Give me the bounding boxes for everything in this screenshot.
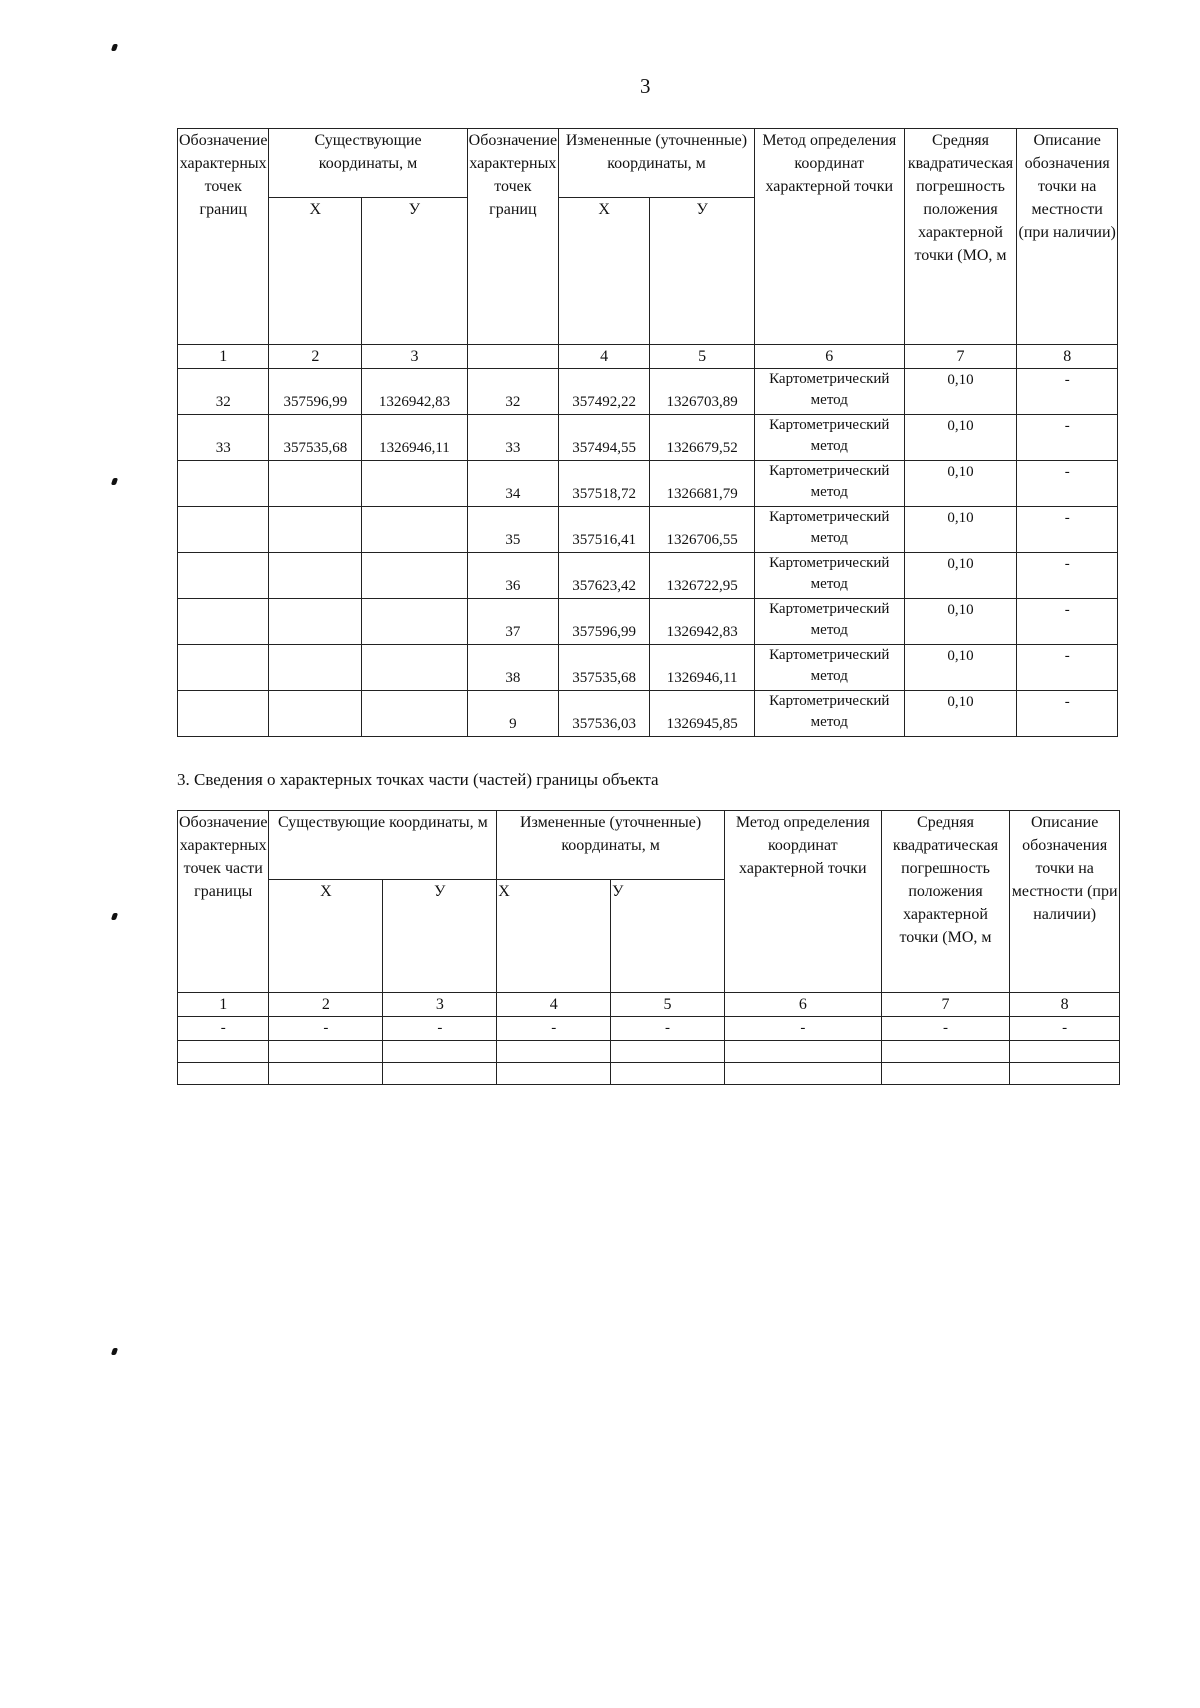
- x-new-cell: 357494,55: [559, 415, 650, 461]
- y-new-cell: 1326703,89: [650, 369, 755, 415]
- column-numbers-row: [178, 993, 1120, 1017]
- col-number: 3: [362, 345, 467, 369]
- point-new-cell: 34: [467, 461, 558, 507]
- header-x-old: Х: [269, 880, 383, 993]
- method-cell: Картометрический метод: [754, 691, 904, 737]
- point-old-cell: [178, 461, 269, 507]
- table-cell: [178, 1041, 269, 1063]
- point-new-cell: 37: [467, 599, 558, 645]
- column-numbers-row: [178, 345, 1118, 369]
- description-cell: -: [1017, 415, 1118, 461]
- table-cell: [383, 1063, 497, 1085]
- y-old-cell: 1326946,11: [362, 415, 467, 461]
- y-old-cell: [362, 645, 467, 691]
- x-old-cell: [269, 507, 362, 553]
- table-cell: -: [611, 1017, 725, 1041]
- header-point: Обозначение характерных точек части границы: [178, 811, 269, 993]
- header-error: Средняя квадратическая погрешность положения характерной точки (МО, м: [881, 811, 1010, 993]
- table-cell: -: [724, 1017, 881, 1041]
- part-boundary-table: [177, 810, 1120, 1085]
- table-row: [178, 553, 1118, 599]
- point-old-cell: [178, 691, 269, 737]
- y-old-cell: [362, 553, 467, 599]
- col-number: 1: [178, 345, 269, 369]
- x-new-cell: 357518,72: [559, 461, 650, 507]
- error-cell: 0,10: [904, 415, 1017, 461]
- margin-mark: [111, 913, 118, 920]
- coordinates-table: [177, 128, 1118, 737]
- error-cell: 0,10: [904, 599, 1017, 645]
- x-old-cell: [269, 553, 362, 599]
- y-old-cell: [362, 507, 467, 553]
- table-cell: [178, 1063, 269, 1085]
- description-cell: -: [1017, 691, 1118, 737]
- table-cell: [724, 1063, 881, 1085]
- margin-mark: [111, 478, 118, 485]
- table-cell: [724, 1041, 881, 1063]
- header-y-old: У: [362, 198, 467, 345]
- error-cell: 0,10: [904, 553, 1017, 599]
- header-y-old: У: [383, 880, 497, 993]
- y-old-cell: 1326942,83: [362, 369, 467, 415]
- header-existing-coords: Существующие координаты, м: [269, 129, 467, 198]
- col-number: 1: [178, 993, 269, 1017]
- error-cell: 0,10: [904, 507, 1017, 553]
- table-row: [178, 1017, 1120, 1041]
- table-cell: [383, 1041, 497, 1063]
- table-row: [178, 461, 1118, 507]
- point-new-cell: 38: [467, 645, 558, 691]
- table-cell: [1010, 1041, 1120, 1063]
- method-cell: Картометрический метод: [754, 461, 904, 507]
- error-cell: 0,10: [904, 645, 1017, 691]
- col-number: 4: [559, 345, 650, 369]
- table-row: [178, 507, 1118, 553]
- col-number: 5: [650, 345, 755, 369]
- header-changed-coords: Измененные (уточненные) координаты, м: [559, 129, 755, 198]
- description-cell: -: [1017, 507, 1118, 553]
- description-cell: -: [1017, 599, 1118, 645]
- table-cell: -: [881, 1017, 1010, 1041]
- point-new-cell: 33: [467, 415, 558, 461]
- table-cell: [1010, 1063, 1120, 1085]
- table-cell: [881, 1063, 1010, 1085]
- col-number: 2: [269, 345, 362, 369]
- point-old-cell: [178, 507, 269, 553]
- col-number: 2: [269, 993, 383, 1017]
- col-number: 5: [611, 993, 725, 1017]
- method-cell: Картометрический метод: [754, 645, 904, 691]
- header-method: Метод определения координат характерной точки: [724, 811, 881, 993]
- method-cell: Картометрический метод: [754, 553, 904, 599]
- table-row: [178, 645, 1118, 691]
- col-number: 7: [881, 993, 1010, 1017]
- y-new-cell: 1326706,55: [650, 507, 755, 553]
- x-new-cell: 357536,03: [559, 691, 650, 737]
- point-new-cell: 36: [467, 553, 558, 599]
- table-row: [178, 415, 1118, 461]
- point-old-cell: [178, 645, 269, 691]
- margin-mark: [111, 44, 118, 51]
- table-cell: -: [497, 1017, 611, 1041]
- point-old-cell: [178, 553, 269, 599]
- header-changed-coords: Измененные (уточненные) координаты, м: [497, 811, 725, 880]
- description-cell: -: [1017, 461, 1118, 507]
- x-new-cell: 357492,22: [559, 369, 650, 415]
- header-method: Метод определения координат характерной точки: [754, 129, 904, 345]
- header-error: Средняя квадратическая погрешность положения характерной точки (МО, м: [904, 129, 1017, 345]
- col-number: [467, 345, 558, 369]
- table-cell: [497, 1063, 611, 1085]
- table-cell: [881, 1041, 1010, 1063]
- method-cell: Картометрический метод: [754, 599, 904, 645]
- y-old-cell: [362, 599, 467, 645]
- y-old-cell: [362, 691, 467, 737]
- method-cell: Картометрический метод: [754, 369, 904, 415]
- header-x-old: Х: [269, 198, 362, 345]
- y-old-cell: [362, 461, 467, 507]
- table-cell: -: [269, 1017, 383, 1041]
- header-x-new: Х: [559, 198, 650, 345]
- y-new-cell: 1326946,11: [650, 645, 755, 691]
- description-cell: -: [1017, 553, 1118, 599]
- table-cell: [611, 1041, 725, 1063]
- header-x-new: Х: [497, 880, 611, 993]
- point-old-cell: 32: [178, 369, 269, 415]
- header-point-old: Обозначение характерных точек границ: [178, 129, 269, 345]
- y-new-cell: 1326945,85: [650, 691, 755, 737]
- col-number: 7: [904, 345, 1017, 369]
- header-point-new: Обозначение характерных точек границ: [467, 129, 558, 345]
- y-new-cell: 1326681,79: [650, 461, 755, 507]
- table-row: [178, 691, 1118, 737]
- table-cell: [611, 1063, 725, 1085]
- point-old-cell: [178, 599, 269, 645]
- x-old-cell: [269, 645, 362, 691]
- y-new-cell: 1326679,52: [650, 415, 755, 461]
- error-cell: 0,10: [904, 461, 1017, 507]
- header-existing-coords: Существующие координаты, м: [269, 811, 497, 880]
- point-new-cell: 35: [467, 507, 558, 553]
- x-new-cell: 357535,68: [559, 645, 650, 691]
- table-cell: [269, 1063, 383, 1085]
- x-old-cell: [269, 599, 362, 645]
- error-cell: 0,10: [904, 691, 1017, 737]
- table-row: [178, 599, 1118, 645]
- col-number: 3: [383, 993, 497, 1017]
- y-new-cell: 1326942,83: [650, 599, 755, 645]
- x-new-cell: 357516,41: [559, 507, 650, 553]
- method-cell: Картометрический метод: [754, 415, 904, 461]
- table-cell: -: [1010, 1017, 1120, 1041]
- col-number: 8: [1010, 993, 1120, 1017]
- table-cell: -: [178, 1017, 269, 1041]
- page-number: 3: [640, 74, 651, 98]
- table-row: [178, 1041, 1120, 1063]
- col-number: 6: [724, 993, 881, 1017]
- point-old-cell: 33: [178, 415, 269, 461]
- point-new-cell: 9: [467, 691, 558, 737]
- x-old-cell: 357596,99: [269, 369, 362, 415]
- col-number: 4: [497, 993, 611, 1017]
- header-description: Описание обозначения точки на местности (при наличии): [1010, 811, 1120, 993]
- table-cell: [269, 1041, 383, 1063]
- margin-mark: [111, 1348, 118, 1355]
- x-old-cell: [269, 461, 362, 507]
- header-description: Описание обозначения точки на местности (при наличии): [1017, 129, 1118, 345]
- description-cell: -: [1017, 369, 1118, 415]
- table-row: [178, 369, 1118, 415]
- table-cell: [497, 1041, 611, 1063]
- col-number: 6: [754, 345, 904, 369]
- description-cell: -: [1017, 645, 1118, 691]
- x-old-cell: 357535,68: [269, 415, 362, 461]
- table-row: [178, 1063, 1120, 1085]
- x-new-cell: 357596,99: [559, 599, 650, 645]
- header-y-new: У: [650, 198, 755, 345]
- point-new-cell: 32: [467, 369, 558, 415]
- x-old-cell: [269, 691, 362, 737]
- x-new-cell: 357623,42: [559, 553, 650, 599]
- error-cell: 0,10: [904, 369, 1017, 415]
- col-number: 8: [1017, 345, 1118, 369]
- y-new-cell: 1326722,95: [650, 553, 755, 599]
- section-3-title: 3. Сведения о характерных точках части (частей) границы объекта: [177, 770, 659, 789]
- header-y-new: У: [611, 880, 725, 993]
- table-cell: -: [383, 1017, 497, 1041]
- method-cell: Картометрический метод: [754, 507, 904, 553]
